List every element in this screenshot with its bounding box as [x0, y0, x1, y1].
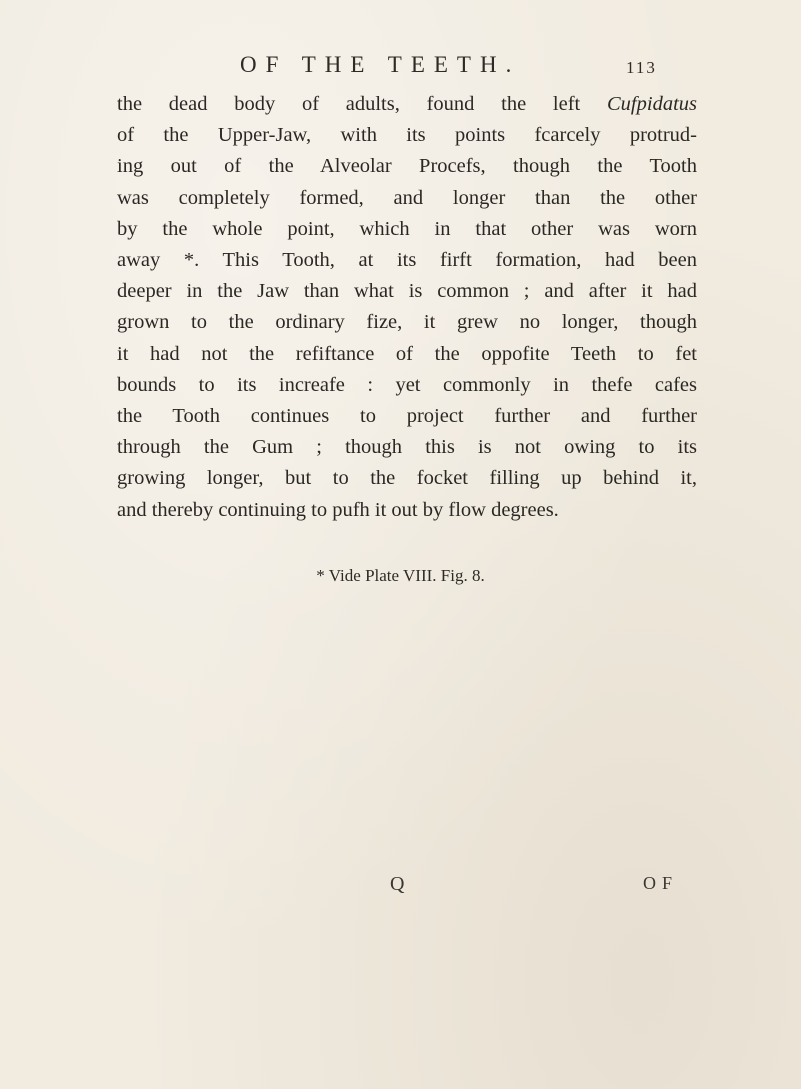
footnote: [0, 566, 801, 586]
text-line: of the Upper-Jaw, with its points fcarcely protrud-: [117, 124, 697, 147]
body-paragraph: [117, 89, 697, 526]
text-line: through the Gum ; though this is not owing to its: [117, 436, 697, 459]
text-line: the dead body of adults, found the left Cufpidatus: [117, 93, 697, 115]
footnote-text: Vide Plate VIII. Fig. 8.: [328, 566, 485, 585]
running-title: OF THE TEETH.: [240, 52, 521, 77]
text-line: the Tooth continues to project further and further: [117, 405, 697, 428]
italic-term: Cufpidatus: [607, 93, 697, 115]
text-line: ing out of the Alveolar Procefs, though the Tooth: [117, 155, 697, 178]
text-line: growing longer, but to the focket filling up behind it,: [117, 467, 697, 490]
catchword: OF: [643, 873, 679, 893]
page-number: 113: [626, 58, 657, 77]
text-line: was completely formed, and longer than the other: [117, 186, 697, 209]
footnote-mark: *: [316, 566, 325, 585]
text-line: it had not the refiftance of the oppofite Teeth to fet: [117, 342, 697, 365]
text-line: bounds to its increafe : yet commonly in thefe cafes: [117, 373, 697, 396]
text-line: by the whole point, which in that other was worn: [117, 217, 697, 240]
text-line: and thereby continuing to pufh it out by flow degrees.: [117, 498, 559, 521]
text-line: deeper in the Jaw than what is common ; and after it had: [117, 280, 697, 303]
text-line: away *. This Tooth, at its firft formation, had been: [117, 249, 697, 272]
running-head: [0, 52, 801, 88]
signature-mark: Q: [390, 873, 405, 895]
text-line: grown to the ordinary fize, it grew no longer, though: [117, 311, 697, 334]
